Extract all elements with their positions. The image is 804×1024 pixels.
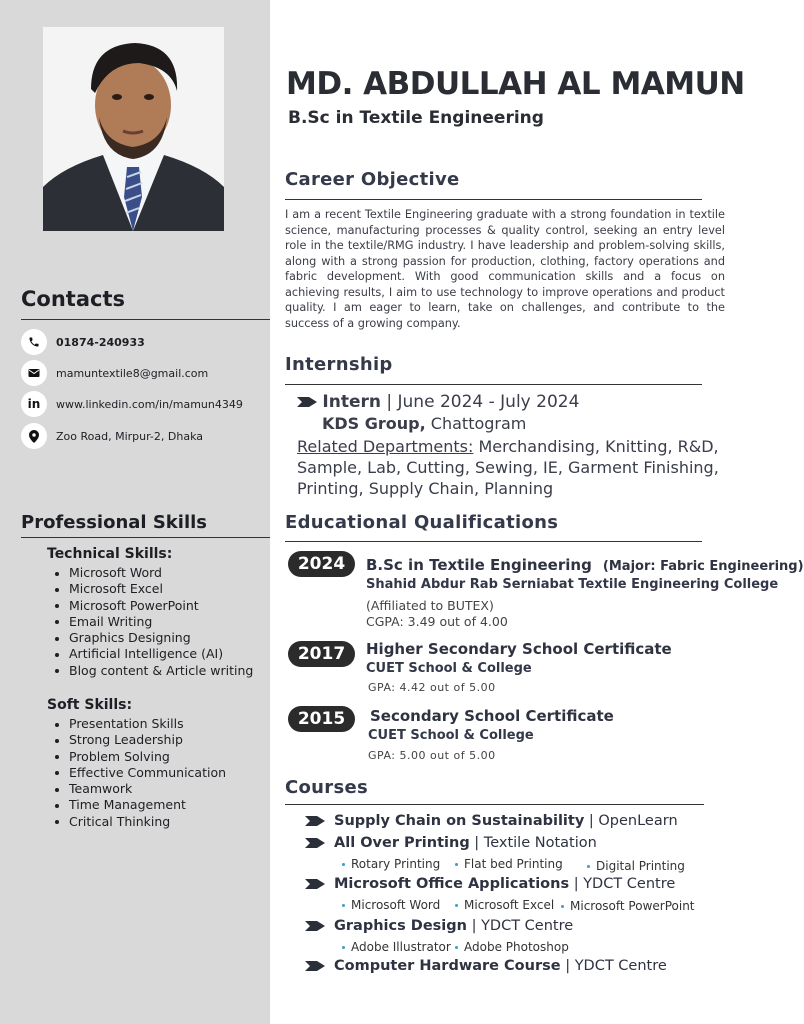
list-item: Digital Printing [596,859,685,873]
intern-location: Chattogram [425,414,527,433]
list-item: Strong Leadership [51,732,226,748]
course-item [305,918,573,934]
course-item [305,835,597,851]
courses-heading: Courses [285,777,369,798]
phone-icon [21,329,47,355]
arrow-icon [297,397,317,407]
internship-divider [285,384,702,385]
list-item: Effective Communication [51,765,226,781]
course-provider: | YDCT Centre [466,918,574,934]
edu-title: Higher Secondary School Certificate [366,640,672,658]
technical-skills-title: Technical Skills: [47,546,173,562]
year-badge: 2015 [288,706,355,732]
edu-institution: Shahid Abdur Rab Serniabat Textile Engineering College [366,577,779,592]
technical-skills-list [51,565,253,679]
candidate-name: MD. ABDULLAH AL MAMUN [286,66,745,102]
contact-linkedin [21,391,243,417]
contacts-divider [21,319,270,320]
soft-skills-title: Soft Skills: [47,697,133,713]
course-name: Graphics Design [334,918,467,934]
arrow-icon [305,921,325,931]
edu-major: (Major: Fabric Engineering) [602,559,804,574]
course-item [305,958,667,974]
course-provider: | OpenLearn [584,813,678,829]
course-item [305,876,675,892]
intern-role: Intern [322,392,381,412]
linkedin-text[interactable]: www.linkedin.com/in/mamun4349 [56,397,243,411]
edu-entry-bsc [366,555,804,574]
candidate-degree: B.Sc in Textile Engineering [288,108,544,128]
edu-grade: GPA: 4.42 out of 5.00 [368,681,496,694]
intern-period: | June 2024 - July 2024 [380,392,580,412]
list-item: Blog content & Article writing [51,663,253,679]
edu-title: Secondary School Certificate [370,707,614,725]
list-item: Teamwork [51,781,226,797]
arrow-icon [305,879,325,889]
list-item: Email Writing [51,614,253,630]
arrow-icon [305,838,325,848]
address-text: Zoo Road, Mirpur-2, Dhaka [56,429,203,443]
contact-address [21,423,203,449]
course-provider: | YDCT Centre [569,876,676,892]
course-provider: | YDCT Centre [560,958,667,974]
objective-divider [285,199,702,200]
soft-skills-list [51,716,226,830]
list-item: Microsoft Word [51,565,253,581]
list-item: Adobe Illustrator [351,940,451,954]
list-item: Microsoft Excel [51,581,253,597]
list-item: Critical Thinking [51,814,226,830]
course-name: Supply Chain on Sustainability [334,813,585,829]
course-name: All Over Printing [334,835,470,851]
internship-entry [297,392,737,499]
linkedin-icon: in [21,391,47,417]
edu-institution: CUET School & College [366,661,532,676]
list-item: Flat bed Printing [464,857,563,871]
contacts-heading: Contacts [21,287,125,311]
course-provider: | Textile Notation [469,835,597,851]
list-item: Microsoft PowerPoint [51,598,253,614]
list-item: Rotary Printing [351,857,441,871]
contact-email [21,360,208,386]
education-divider [285,541,702,542]
phone-text[interactable]: 01874-240933 [56,335,145,349]
list-item: Microsoft Word [351,898,441,912]
edu-grade: GPA: 5.00 out of 5.00 [368,749,496,762]
arrow-icon [305,961,325,971]
profile-photo [43,27,224,231]
list-item: Adobe Photoshop [464,940,569,954]
mail-icon [21,360,47,386]
intern-company: KDS Group, [322,414,426,433]
departments-label: Related Departments: [297,437,474,456]
skills-divider [21,537,270,538]
location-icon [21,423,47,449]
year-badge: 2017 [288,641,355,667]
edu-grade: CGPA: 3.49 out of 4.00 [366,614,508,629]
course-name: Microsoft Office Applications [334,876,570,892]
courses-divider [285,804,704,805]
list-item: Time Management [51,797,226,813]
internship-heading: Internship [285,354,393,375]
edu-affiliation: (Affiliated to BUTEX) [366,598,494,613]
list-item: Artificial Intelligence (AI) [51,646,253,662]
list-item: Microsoft Excel [464,898,555,912]
course-item [305,813,678,829]
education-heading: Educational Qualifications [285,512,559,533]
contact-phone [21,329,145,355]
list-item: Microsoft PowerPoint [570,899,695,913]
objective-text: I am a recent Textile Engineering graduate with a strong foundation in textile science, manufacturing processes & quality control, seeking an entry level role in the textile/RMG industry. I have leadership and problem-solving skills, along with a strong passion for production, clothing, factory operations and fabric development. With good communication skills and a focus on achieving results, I aim to use technology to improve operations and product quality. I am eager to learn, take on challenges, and contribute to the success of a growing company. [285,208,725,330]
edu-institution: CUET School & College [368,728,534,743]
year-badge: 2024 [288,551,355,577]
list-item: Graphics Designing [51,630,253,646]
arrow-icon [305,816,325,826]
course-name: Computer Hardware Course [334,958,561,974]
objective-heading: Career Objective [285,169,460,190]
email-text[interactable]: mamuntextile8@gmail.com [56,366,209,380]
list-item: Presentation Skills [51,716,226,732]
edu-title: B.Sc in Textile Engineering [366,556,592,574]
skills-heading: Professional Skills [21,512,207,533]
departments-list: Merchandising, Knitting, R&D, Sample, Lab, Cutting, Sewing, IE, Garment Finishing, Printing, Supply Chain, Planning [297,437,719,498]
list-item: Problem Solving [51,749,226,765]
